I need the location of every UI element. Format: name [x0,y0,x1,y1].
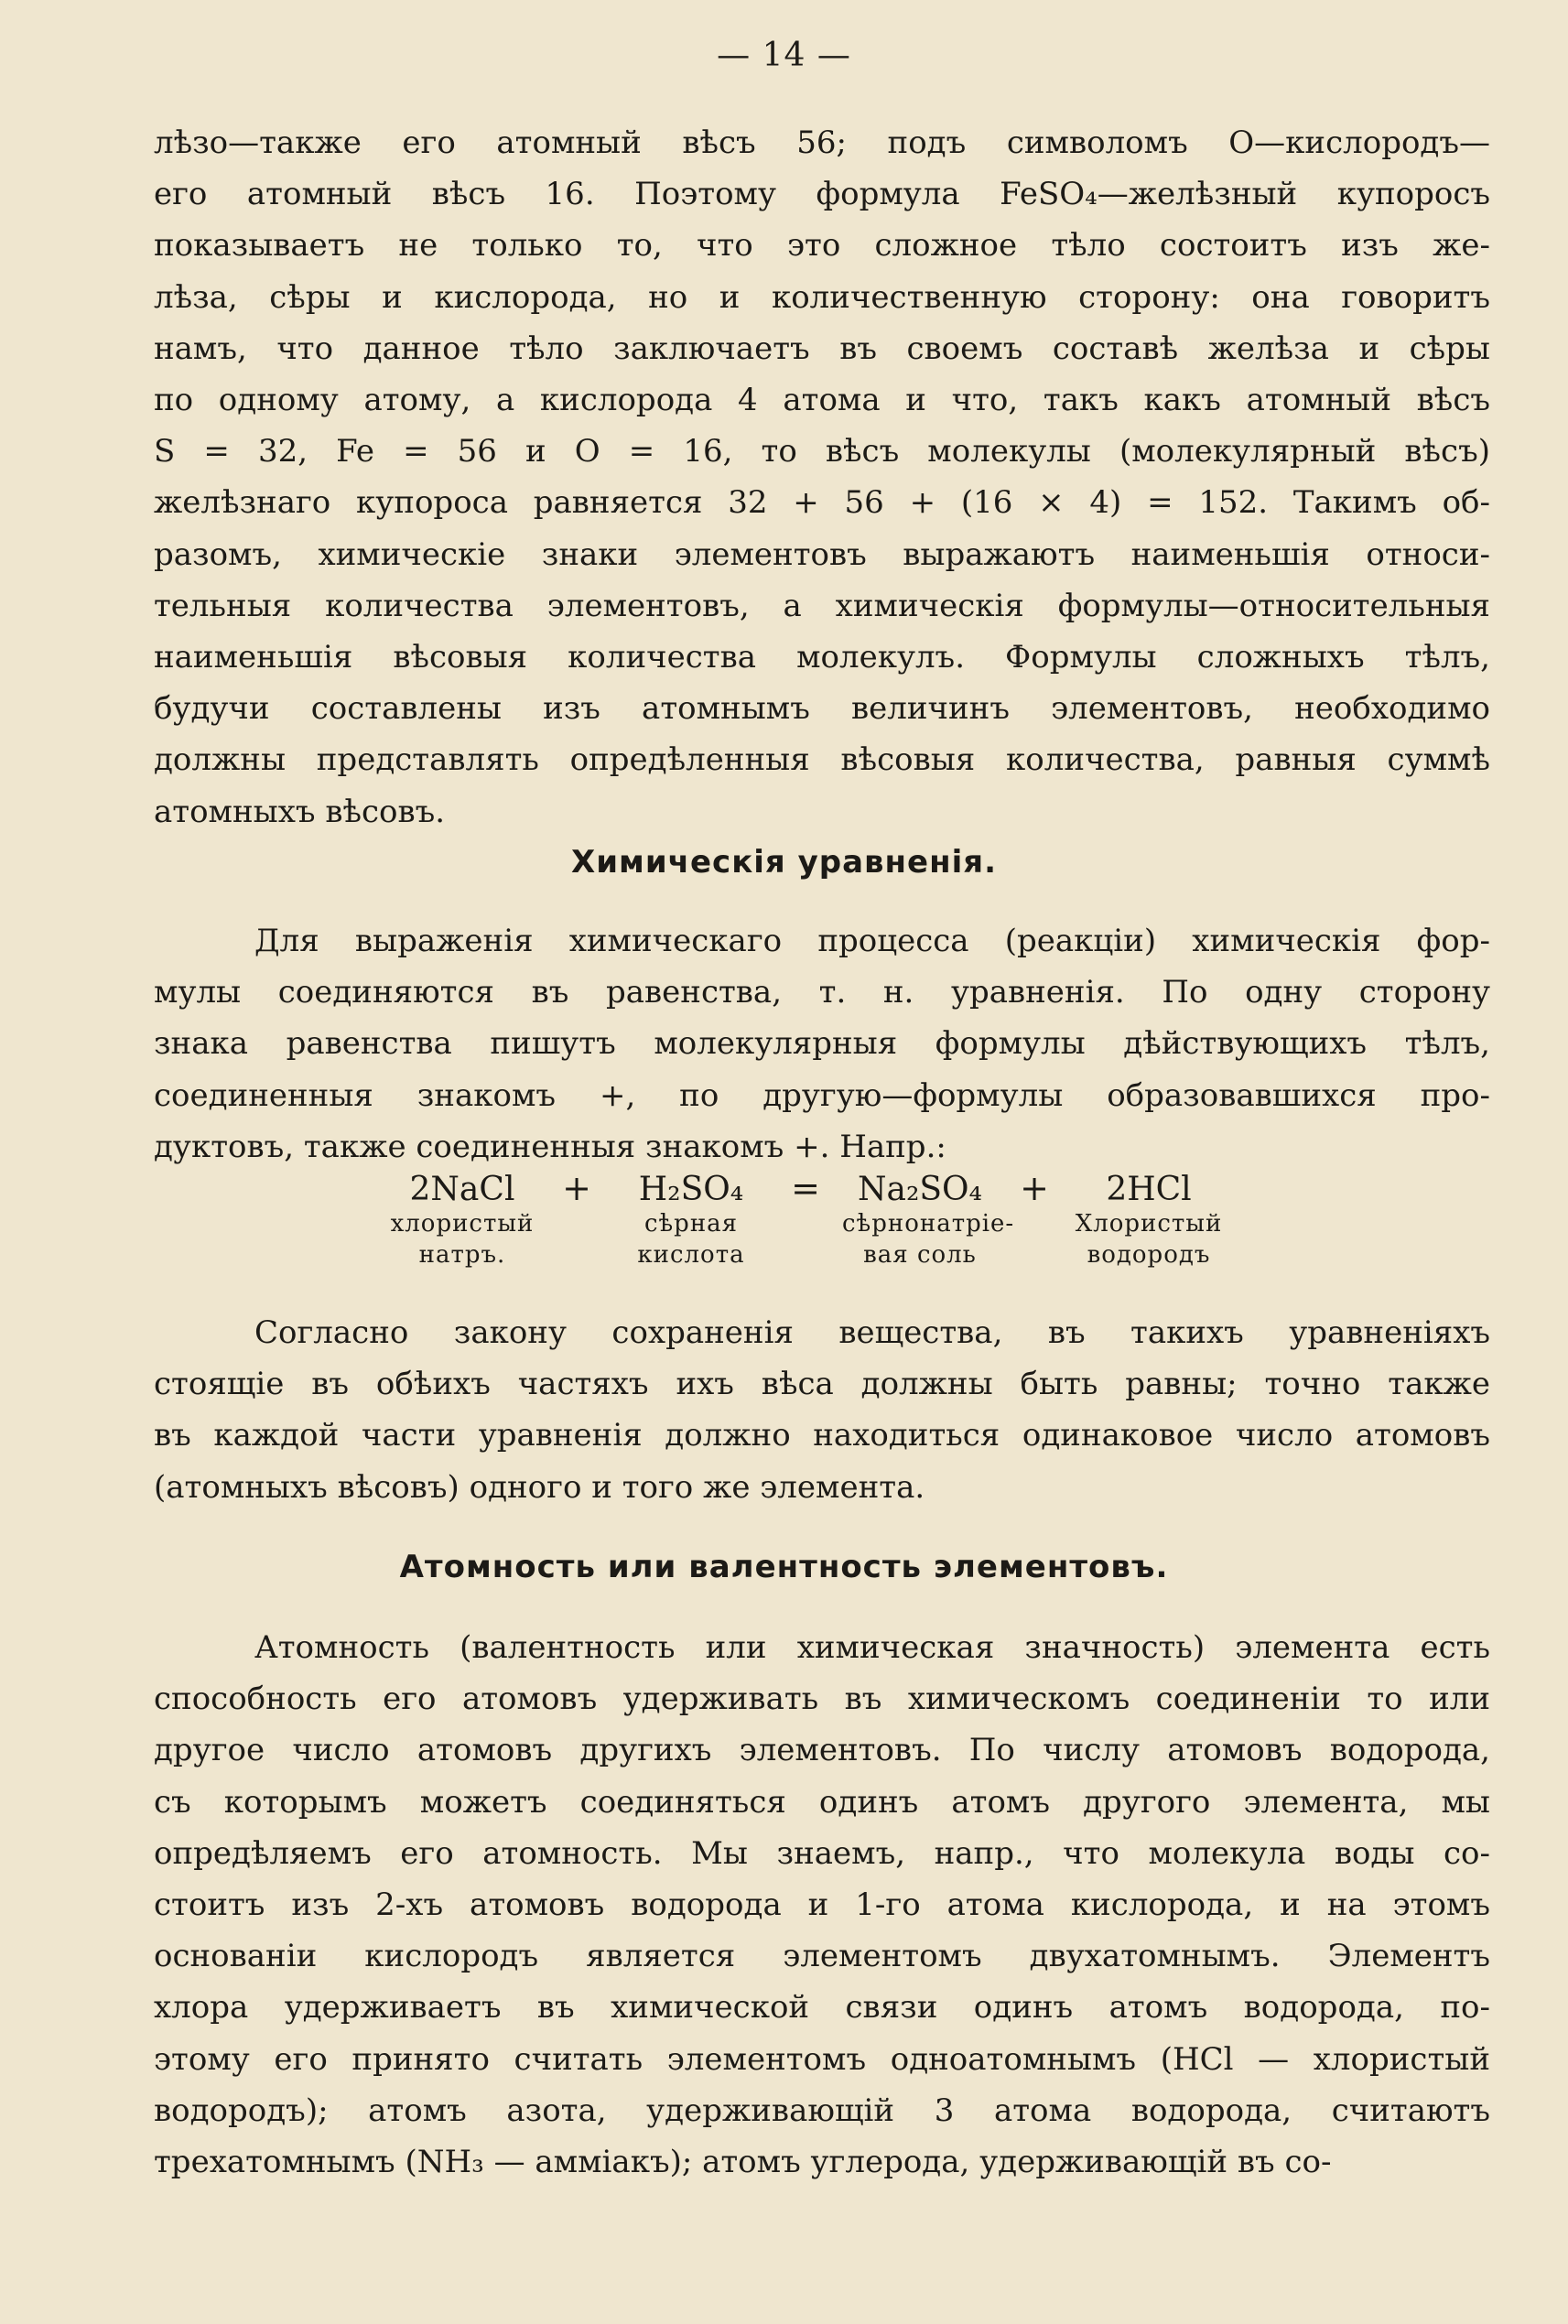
text-line: основаніи кислородъ является элементомъ двухатомнымъ. Элементъ [154,1938,1490,1975]
paragraph-3 [154,1307,1490,1513]
formula: Na₂SO₄ [857,1171,982,1208]
chemical-equation [384,1168,1300,1270]
text-line: тельныя количества элементовъ, а химическія формулы—относительныя [154,587,1490,624]
equation-operator: = [791,1168,820,1208]
section-heading-chemical-equations: Химическія уравненія. [570,844,997,881]
equation-term [842,1171,1015,1270]
equation-term [613,1171,769,1270]
text-line: наименьшія вѣсовыя количества молекулъ. Формулы сложныхъ тѣлъ, [154,639,1490,676]
paragraph-text [154,1622,1490,2188]
text-line: способность его атомовъ удерживать въ химическомъ соединеніи то или [154,1681,1490,1718]
text-line: намъ, что данное тѣло заключаетъ въ своемъ составѣ желѣза и сѣры [154,330,1490,367]
formula-label: сѣрнонатріе- [842,1210,1015,1238]
formula-label: кислота [637,1241,745,1269]
text-line: этому его принято считать элементомъ одноатомнымъ (HCl — хлористый [154,2040,1490,2078]
paragraph-2 [154,915,1490,1173]
paragraph-text [154,915,1490,1173]
formula-label: вая соль [863,1241,977,1269]
text-line: должны представлять опредѣленныя вѣсовыя количества, равныя суммѣ [154,741,1490,779]
paragraph-1 [154,117,1490,838]
paragraph-text [154,117,1490,838]
text-line: будучи составлены изъ атомнымъ величинъ элементовъ, необходимо [154,690,1490,728]
formula-label: водородъ [1087,1241,1211,1269]
formula: H₂SO₄ [638,1171,744,1208]
text-line: Согласно закону сохраненія вещества, въ такихъ уравненіяхъ [254,1314,1490,1351]
text-line: въ каждой части уравненія должно находиться одинаковое число атомовъ [154,1417,1490,1454]
text-line: (атомныхъ вѣсовъ) одного и того же элемента. [154,1468,925,1506]
text-line: Атомность (валентность или химическая значность) элемента есть [254,1629,1490,1666]
text-line: мулы соединяются въ равенства, т. н. уравненія. По одну сторону [154,974,1490,1011]
equation-term [384,1171,540,1270]
text-line: другое число атомовъ другихъ элементовъ. По числу атомовъ водорода, [154,1732,1490,1769]
formula-label: Хлористый [1075,1210,1223,1238]
text-line: водородъ); атомъ азота, удерживающій 3 атома водорода, считаютъ [154,2092,1490,2129]
text-line: лѣзо—также его атомный вѣсъ 56; подъ символомъ О—кислородъ— [154,124,1490,161]
text-line: желѣзнаго купороса равняется 32 + 56 + (16 × 4) = 152. Такимъ об- [154,484,1490,522]
formula-label: сѣрная [643,1210,739,1238]
text-line: съ которымъ можетъ соединяться одинъ атомъ другого элемента, мы [154,1783,1490,1821]
formula: 2NaCl [409,1171,515,1208]
formula: 2HCl [1106,1171,1192,1208]
text-line: по одному атому, а кислорода 4 атома и что, такъ какъ атомный вѣсъ [154,382,1490,419]
text-line: S = 32, Fe = 56 и O = 16, то вѣсъ молекулы (молекулярный вѣсъ) [154,433,1490,470]
paragraph-4 [154,1622,1490,2188]
text-line: знака равенства пишутъ молекулярныя формулы дѣйствующихъ тѣлъ, [154,1025,1490,1063]
text-line: стоитъ изъ 2-хъ атомовъ водорода и 1-го атома кислорода, и на этомъ [154,1886,1490,1924]
text-line: стоящіе въ обѣихъ частяхъ ихъ вѣса должны быть равны; точно также [154,1366,1490,1403]
equation-term [1071,1171,1227,1270]
text-line: лѣза, сѣры и кислорода, но и количественную сторону: она говоритъ [154,278,1490,316]
equation-operator: + [1020,1168,1049,1208]
text-line: разомъ, химическіе знаки элементовъ выражаютъ наименьшія относи- [154,535,1490,573]
text-line: трехатомнымъ (NH₃ — амміакъ); атомъ углерода, удерживающій въ со- [154,2144,1332,2181]
text-line: хлора удерживаетъ въ химической связи одинъ атомъ водорода, по- [154,1989,1490,2027]
formula-label: хлористый [390,1210,535,1238]
page-number: — 14 — [717,37,851,74]
text-line: показываетъ не только то, что это сложное тѣло состоитъ изъ же- [154,227,1490,265]
formula-label: натръ. [418,1241,506,1269]
text-line: опредѣляемъ его атомность. Мы знаемъ, напр., что молекула воды со- [154,1834,1490,1872]
text-line: его атомный вѣсъ 16. Поэтому формула FeSO₄—желѣзный купоросъ [154,176,1490,213]
paragraph-text [154,1307,1490,1513]
text-line: атомныхъ вѣсовъ. [154,793,446,830]
section-heading-valency: Атомность или валентность элементовъ. [399,1549,1169,1585]
text-line: Для выраженія химическаго процесса (реакціи) химическія фор- [254,923,1490,959]
text-line: соединенныя знакомъ +, по другую—формулы образовавшихся про- [154,1076,1490,1114]
text-line: дуктовъ, также соединенныя знакомъ +. Напр.: [154,1128,946,1165]
equation-operator: + [562,1168,591,1208]
